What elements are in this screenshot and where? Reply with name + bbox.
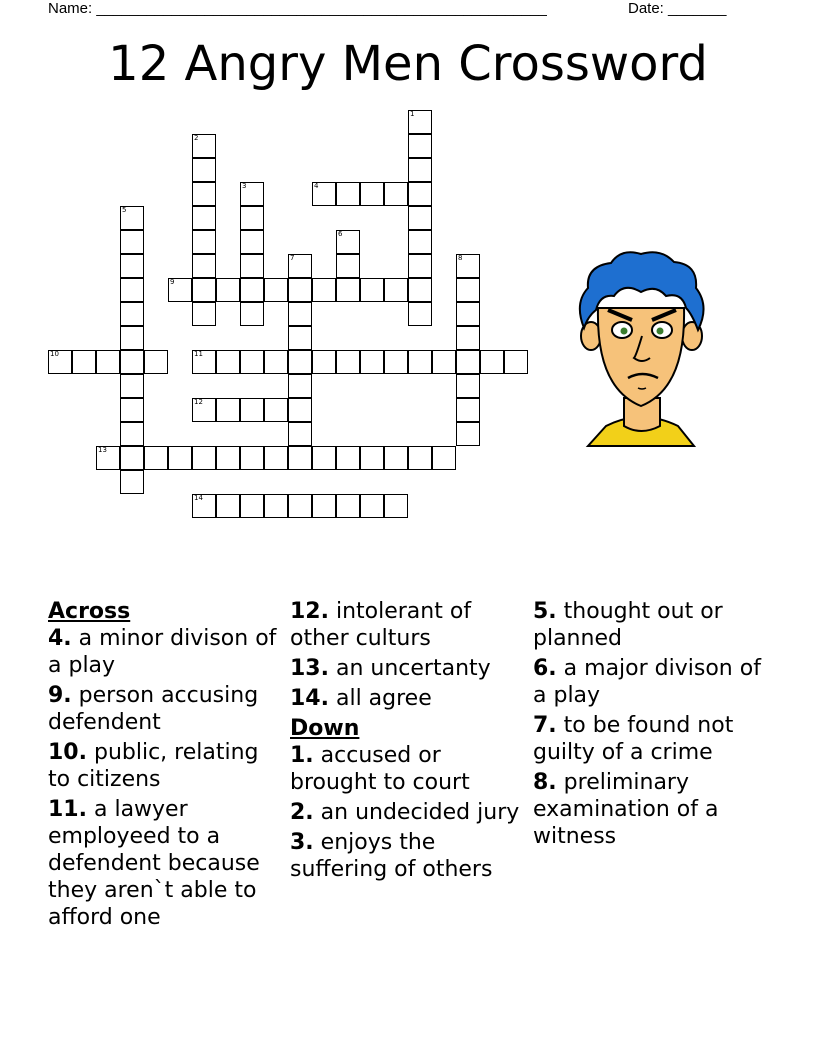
crossword-cell[interactable] xyxy=(192,182,216,206)
crossword-cell[interactable] xyxy=(240,398,264,422)
down-heading: Down xyxy=(290,716,360,741)
crossword-cell[interactable] xyxy=(144,350,168,374)
crossword-cell[interactable] xyxy=(336,494,360,518)
clue-across-10: 10. public, relating to citizens xyxy=(48,740,259,792)
crossword-cell[interactable] xyxy=(192,230,216,254)
crossword-cell[interactable] xyxy=(120,254,144,278)
clue-number: 14 xyxy=(194,494,203,502)
crossword-cell[interactable] xyxy=(120,350,144,374)
crossword-cell[interactable] xyxy=(408,446,432,470)
crossword-cell[interactable] xyxy=(192,158,216,182)
clue-number: 13 xyxy=(98,446,107,454)
crossword-cell[interactable] xyxy=(120,206,144,230)
crossword-cell[interactable] xyxy=(216,446,240,470)
clue-down-8: 8. preliminary examination of a witness xyxy=(533,770,719,849)
crossword-cell[interactable] xyxy=(384,446,408,470)
clue-down-1: 1. accused or brought to court xyxy=(290,743,470,795)
crossword-cell[interactable] xyxy=(240,446,264,470)
across-heading: Across xyxy=(48,599,131,624)
clue-number: 1 xyxy=(410,110,415,118)
clue-number: 11 xyxy=(194,350,203,358)
crossword-cell[interactable] xyxy=(336,182,360,206)
crossword-cell[interactable] xyxy=(264,350,288,374)
crossword-cell[interactable] xyxy=(360,182,384,206)
crossword-cell[interactable] xyxy=(432,446,456,470)
crossword-cell[interactable] xyxy=(168,278,192,302)
crossword-cell[interactable] xyxy=(192,134,216,158)
clue-across-14: 14. all agree xyxy=(290,686,432,711)
angry-man-face-icon xyxy=(566,248,716,448)
clue-number: 7 xyxy=(290,254,295,262)
crossword-cell[interactable] xyxy=(240,278,264,302)
crossword-cell[interactable] xyxy=(288,446,312,470)
crossword-cell[interactable] xyxy=(312,350,336,374)
crossword-cell[interactable] xyxy=(240,254,264,278)
crossword-cell[interactable] xyxy=(408,230,432,254)
crossword-cell[interactable] xyxy=(264,398,288,422)
crossword-cell[interactable] xyxy=(96,350,120,374)
clue-column-3 xyxy=(533,598,769,853)
name-field-label: Name: ______________________________________________________ xyxy=(48,0,547,17)
crossword-cell[interactable] xyxy=(192,278,216,302)
crossword-cell[interactable] xyxy=(336,254,360,278)
crossword-cell[interactable] xyxy=(408,254,432,278)
crossword-cell[interactable] xyxy=(192,302,216,326)
crossword-cell[interactable] xyxy=(312,278,336,302)
crossword-cell[interactable] xyxy=(216,398,240,422)
clue-down-7: 7. to be found not guilty of a crime xyxy=(533,713,734,765)
crossword-cell[interactable] xyxy=(288,326,312,350)
crossword-cell[interactable] xyxy=(192,398,216,422)
crossword-cell[interactable] xyxy=(456,302,480,326)
clue-list xyxy=(48,598,788,958)
crossword-cell[interactable] xyxy=(504,350,528,374)
crossword-cell[interactable] xyxy=(120,422,144,446)
crossword-cell[interactable] xyxy=(264,446,288,470)
clue-number: 2 xyxy=(194,134,199,142)
crossword-cell[interactable] xyxy=(312,446,336,470)
crossword-cell[interactable] xyxy=(120,230,144,254)
crossword-cell[interactable] xyxy=(192,494,216,518)
crossword-cell[interactable] xyxy=(264,278,288,302)
clue-column-1 xyxy=(48,598,284,934)
page-title: 12 Angry Men Crossword xyxy=(108,36,708,92)
crossword-cell[interactable] xyxy=(384,182,408,206)
clue-number: 5 xyxy=(122,206,127,214)
crossword-cell[interactable] xyxy=(456,374,480,398)
clue-number: 9 xyxy=(170,278,175,286)
crossword-cell[interactable] xyxy=(480,350,504,374)
crossword-cell[interactable] xyxy=(456,254,480,278)
clue-number: 3 xyxy=(242,182,247,190)
crossword-cell[interactable] xyxy=(144,446,168,470)
clue-across-13: 13. an uncertanty xyxy=(290,656,491,681)
crossword-cell[interactable] xyxy=(216,494,240,518)
crossword-cell[interactable] xyxy=(384,278,408,302)
crossword-cell[interactable] xyxy=(456,350,480,374)
clue-number: 4 xyxy=(314,182,319,190)
crossword-cell[interactable] xyxy=(288,278,312,302)
crossword-cell[interactable] xyxy=(408,134,432,158)
crossword-cell[interactable] xyxy=(288,374,312,398)
clue-down-2: 2. an undecided jury xyxy=(290,800,520,825)
clue-down-6: 6. a major divison of a play xyxy=(533,656,761,708)
clue-across-4: 4. a minor divison of a play xyxy=(48,626,277,678)
crossword-cell[interactable] xyxy=(408,206,432,230)
crossword-cell[interactable] xyxy=(312,182,336,206)
crossword-cell[interactable] xyxy=(264,494,288,518)
crossword-cell[interactable] xyxy=(336,278,360,302)
clue-down-5: 5. thought out or planned xyxy=(533,599,723,651)
crossword-cell[interactable] xyxy=(384,350,408,374)
crossword-cell[interactable] xyxy=(240,494,264,518)
crossword-cell[interactable] xyxy=(120,278,144,302)
crossword-cell[interactable] xyxy=(192,350,216,374)
crossword-cell[interactable] xyxy=(288,494,312,518)
clue-across-12: 12. intolerant of other culturs xyxy=(290,599,472,651)
crossword-cell[interactable] xyxy=(456,278,480,302)
crossword-cell[interactable] xyxy=(240,206,264,230)
date-field-label: Date: _______ xyxy=(628,0,727,17)
crossword-cell[interactable] xyxy=(288,302,312,326)
crossword-cell[interactable] xyxy=(336,350,360,374)
crossword-cell[interactable] xyxy=(456,326,480,350)
crossword-cell[interactable] xyxy=(360,446,384,470)
crossword-cell[interactable] xyxy=(456,398,480,422)
clue-column-2 xyxy=(290,598,526,886)
crossword-cell[interactable] xyxy=(408,158,432,182)
clue-number: 10 xyxy=(50,350,59,358)
crossword-cell[interactable] xyxy=(240,302,264,326)
crossword-cell[interactable] xyxy=(48,350,72,374)
crossword-cell[interactable] xyxy=(216,278,240,302)
clue-across-9: 9. person accusing defendent xyxy=(48,683,259,735)
crossword-cell[interactable] xyxy=(360,278,384,302)
crossword-cell[interactable] xyxy=(384,494,408,518)
crossword-cell[interactable] xyxy=(168,446,192,470)
crossword-cell[interactable] xyxy=(288,422,312,446)
crossword-cell[interactable] xyxy=(408,278,432,302)
crossword-cell[interactable] xyxy=(120,374,144,398)
clue-across-11: 11. a lawyer employeed to a defendent because they aren`t able to afford one xyxy=(48,797,260,930)
crossword-cell[interactable] xyxy=(288,350,312,374)
crossword-cell[interactable] xyxy=(120,470,144,494)
clue-number: 6 xyxy=(338,230,343,238)
crossword-cell[interactable] xyxy=(120,446,144,470)
crossword-cell[interactable] xyxy=(192,206,216,230)
crossword-cell[interactable] xyxy=(360,494,384,518)
crossword-cell[interactable] xyxy=(288,254,312,278)
crossword-cell[interactable] xyxy=(312,494,336,518)
crossword-cell[interactable] xyxy=(408,350,432,374)
crossword-cell[interactable] xyxy=(360,350,384,374)
clue-down-3: 3. enjoys the suffering of others xyxy=(290,830,493,882)
crossword-cell[interactable] xyxy=(240,230,264,254)
crossword-cell[interactable] xyxy=(192,254,216,278)
crossword-cell[interactable] xyxy=(408,302,432,326)
crossword-cell[interactable] xyxy=(72,350,96,374)
crossword-cell[interactable] xyxy=(240,182,264,206)
crossword-cell[interactable] xyxy=(336,230,360,254)
crossword-cell[interactable] xyxy=(120,302,144,326)
crossword-cell[interactable] xyxy=(432,350,456,374)
crossword-cell[interactable] xyxy=(192,446,216,470)
crossword-cell[interactable] xyxy=(456,422,480,446)
crossword-cell[interactable] xyxy=(408,182,432,206)
crossword-cell[interactable] xyxy=(120,326,144,350)
crossword-cell[interactable] xyxy=(240,350,264,374)
clue-number: 12 xyxy=(194,398,203,406)
crossword-cell[interactable] xyxy=(288,398,312,422)
head xyxy=(598,308,684,406)
clue-number: 8 xyxy=(458,254,463,262)
crossword-cell[interactable] xyxy=(216,350,240,374)
crossword-cell[interactable] xyxy=(96,446,120,470)
crossword-cell[interactable] xyxy=(336,446,360,470)
crossword-cell[interactable] xyxy=(120,398,144,422)
crossword-cell[interactable] xyxy=(408,110,432,134)
